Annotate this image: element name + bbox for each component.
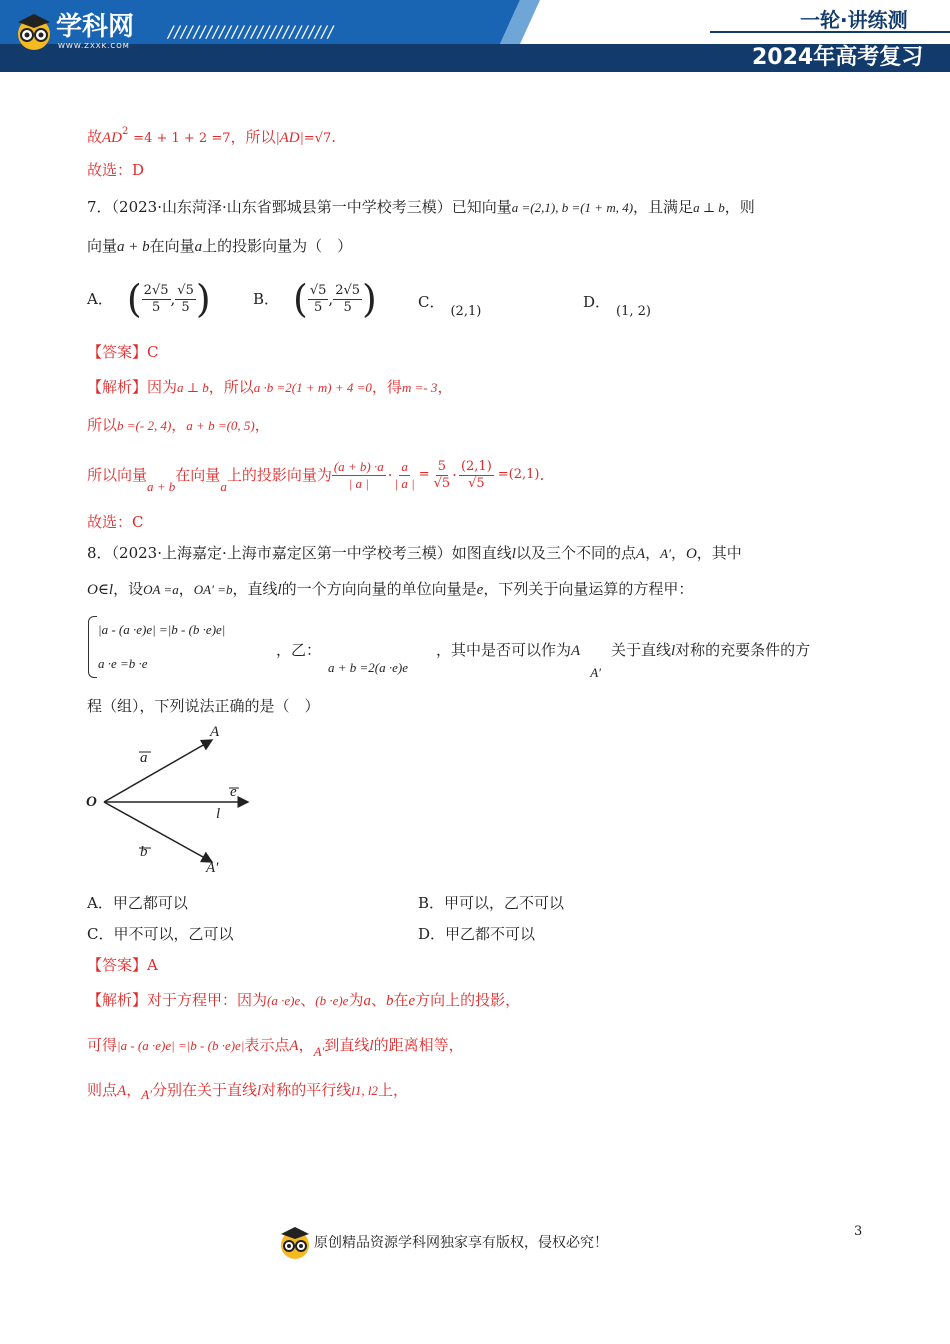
header-subtitle: 2024年高考复习 [752, 45, 924, 70]
q8-option-d[interactable]: D．甲乙都不可以 [418, 925, 536, 943]
q8-figure [84, 722, 264, 882]
q8-eq-jia-2: a ·e =b ·e [98, 656, 148, 671]
q7-option-d[interactable]: D．(1, 2) [583, 293, 651, 319]
footer [278, 1222, 608, 1262]
q7-option-a[interactable]: A． ( $\frac{2√5}{5}$ , $\frac{√5}{5}$ ) [87, 277, 211, 321]
vector-diagram [84, 722, 264, 882]
q8-analysis-line2: 可得|a - (a ·e)e| =|b - (b ·e)e|表示点A，A′到直线l的距离相等， [87, 1036, 464, 1059]
q8-stem-line1: 8．（2023·上海嘉定·上海市嘉定区第一中学校考三模）如图直线l以及三个不同的点A，A′，O，其中 [87, 544, 742, 562]
q8-option-a[interactable]: A．甲乙都可以 [87, 894, 188, 912]
q8-eq-jia-1: |a - (a ·e)e| =|b - (b ·e)e| [98, 622, 226, 637]
logo-text: 学科网 [56, 12, 135, 42]
q7-option-c[interactable]: C．(2,1) [418, 293, 482, 319]
vector-b-line [104, 802, 212, 862]
q7-stem-line1: 7．（2023·山东菏泽·山东省鄄城县第一中学校考三模）已知向量a =(2,1), b =(1 + m, 4)，且满足a ⊥ b，则 [87, 198, 755, 216]
q8-equation-system [88, 612, 274, 680]
fig-label-e: e [230, 784, 237, 800]
q8-eq-yi: a + b =2(a ·e)e [328, 660, 408, 675]
q8-analysis-line3: 则点A，A′分别在关于直线l对称的平行线l1, l2上， [87, 1081, 408, 1102]
header-slashes: ////////////////////////// [168, 22, 335, 41]
series-title: 一轮·讲练测 [800, 8, 908, 32]
fig-label-b: b [140, 844, 148, 860]
fig-label-O: O [86, 794, 97, 810]
q7-option-b[interactable]: B． ( $\frac{√5}{5}$ , $\frac{2√5}{5}$ ) [253, 277, 377, 321]
q7-stem-line2: 向量a + b在向量a上的投影向量为（ ） [87, 237, 353, 255]
q7-final: 故选：C [87, 513, 144, 531]
fig-label-a: a [140, 750, 148, 766]
page-number: 3 [854, 1224, 863, 1239]
q8-stem-line3: ，乙： [276, 641, 322, 659]
owl-icon [14, 12, 54, 50]
prev-answer: 故选：D [87, 161, 145, 179]
q8-option-b[interactable]: B．甲可以，乙不可以 [418, 894, 565, 912]
q8-answer: 【答案】A [87, 956, 158, 974]
q7-analysis-line3: 所以向量 a + b 在向量 a 上的投影向量为 $\frac{(a + b) \cdot a}{| a |}$ · $\frac{a}{| a |}$ = $\frac{5}{√5}$ · $\frac{(2,1)}{√5}$ =(2,1) . [87, 458, 545, 494]
fig-label-l: l [216, 806, 221, 822]
q8-analysis-line1: 【解析】对于方程甲：因为(a ·e)e、(b ·e)e为a、b在e方向上的投影， [87, 991, 521, 1009]
q8-option-c[interactable]: C．甲不可以，乙可以 [87, 925, 234, 943]
q8-stem-line2: O∈l，设OA =a，OA′ =b，直线l的一个方向向量的单位向量是e，下列关于向量运算的方程甲： [87, 580, 694, 598]
fig-label-Aprime: A′ [206, 860, 219, 876]
owl-icon [278, 1224, 312, 1260]
q8-stem-line3b: ，其中是否可以作为AA′关于直线l对称的充要条件的方 [436, 641, 811, 680]
q7-answer: 【答案】C [87, 343, 159, 361]
logo[interactable] [14, 12, 164, 56]
vector-a-line [104, 740, 212, 802]
fig-label-A: A [210, 724, 220, 740]
copyright-notice: 原创精品资源学科网独家享有版权，侵权必究！ [314, 1235, 608, 1251]
prev-conclusion: 故$AD^2 =4 + 1 + 2 =7$，所以|AD|=√7. [87, 126, 336, 146]
q7-analysis-line1: 【解析】因为a ⊥ b，所以a ·b =2(1 + m) + 4 =0，得m =- 3， [87, 378, 453, 396]
q7-analysis-line2: 所以b =(- 2, 4)，a + b =(0, 5)， [87, 416, 270, 434]
q8-stem-line4: 程（组），下列说法正确的是（ ） [87, 697, 320, 715]
logo-url: WWW.ZXXK.COM [58, 42, 130, 50]
